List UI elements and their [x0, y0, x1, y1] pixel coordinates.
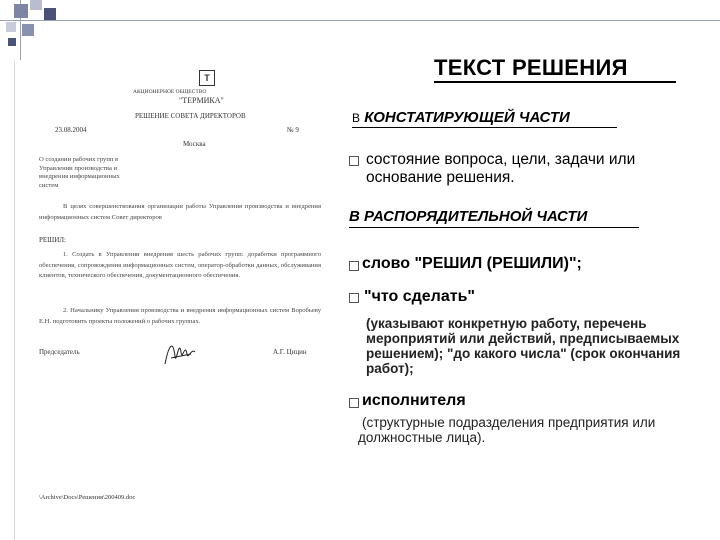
doc-date: 23.08.2004 [55, 126, 87, 134]
bullet-state-of-question: состояние вопроса, цели, задачи или основание решения. [366, 151, 636, 186]
section-directive: В РАСПОРЯДИТЕЛЬНОЙ ЧАСТИ [349, 208, 588, 225]
bullet-box [349, 156, 359, 166]
top-rule [0, 20, 720, 21]
decision-document-scan [14, 60, 343, 540]
doc-number: № 9 [287, 126, 299, 134]
doc-intro: В целях совершенствования организации работы Управления производства и внедрения информационных систем Совет директоров [39, 203, 321, 221]
corner-square [6, 22, 16, 32]
bullet-what-to-do: "что сделать" [364, 288, 475, 305]
executor-note: (структурные подразделения предприятия или должностные лица). [358, 415, 656, 445]
section-underline [352, 127, 617, 128]
company-logo: Т [199, 70, 215, 86]
doc-footer-path: \Archive\Docs\Решения\200409.doc [39, 494, 136, 501]
corner-square [44, 8, 56, 20]
section-ascertaining-label: КОНСТАТИРУЮЩЕЙ ЧАСТИ [364, 109, 570, 126]
doc-title: РЕШЕНИЕ СОВЕТА ДИРЕКТОРОВ [135, 112, 246, 120]
bullet-box [349, 261, 359, 271]
org-name: "ТЕРМИКА" [179, 96, 224, 105]
what-to-do-note: (указывают конкретную работу, перечень мероприятий или действий, предписываемых решением); "до какого числа" (срок окончания работ); [366, 316, 681, 376]
title-underline [434, 81, 676, 83]
signature-image [161, 334, 201, 374]
section-ascertaining-prefix: В [352, 111, 361, 125]
doc-signer-name: А.Г. Цицин [273, 348, 307, 356]
slide-title: ТЕКСТ РЕШЕНИЯ [434, 55, 628, 80]
bullet-box [349, 293, 359, 303]
doc-subject: О создании рабочих групп в Управлении производства и внедрения информационных систем [39, 156, 120, 189]
doc-resolved: РЕШИЛ: [39, 236, 66, 244]
doc-signer-title: Председатель [39, 348, 80, 356]
section-ascertaining [352, 109, 570, 126]
bullet-executor: исполнителя [362, 392, 466, 409]
corner-square [22, 24, 34, 36]
doc-item-1: 1. Создать в Управлении внедрения шесть рабочих групп: доработки программного обеспечения, сопровождения информационных систем, оператор-обработки данных, обслуживания клиентов, технического обеспечения, документационного обеспечения. [39, 251, 321, 279]
corner-square [30, 0, 42, 10]
bullet-resolved-word: слово "РЕШИЛ (РЕШИЛИ)"; [362, 255, 582, 272]
section-underline [349, 227, 639, 228]
corner-square [14, 4, 28, 18]
doc-city: Москва [183, 140, 206, 148]
doc-item-2: 2. Начальнику Управления производства и внедрения информационных систем Воробьеву Е.Н. подготовить проекты положений о рабочих группах. [39, 307, 321, 325]
bullet-box [349, 398, 359, 408]
org-line: АКЦИОНЕРНОЕ ОБЩЕСТВО [133, 89, 207, 95]
corner-square [8, 38, 16, 46]
